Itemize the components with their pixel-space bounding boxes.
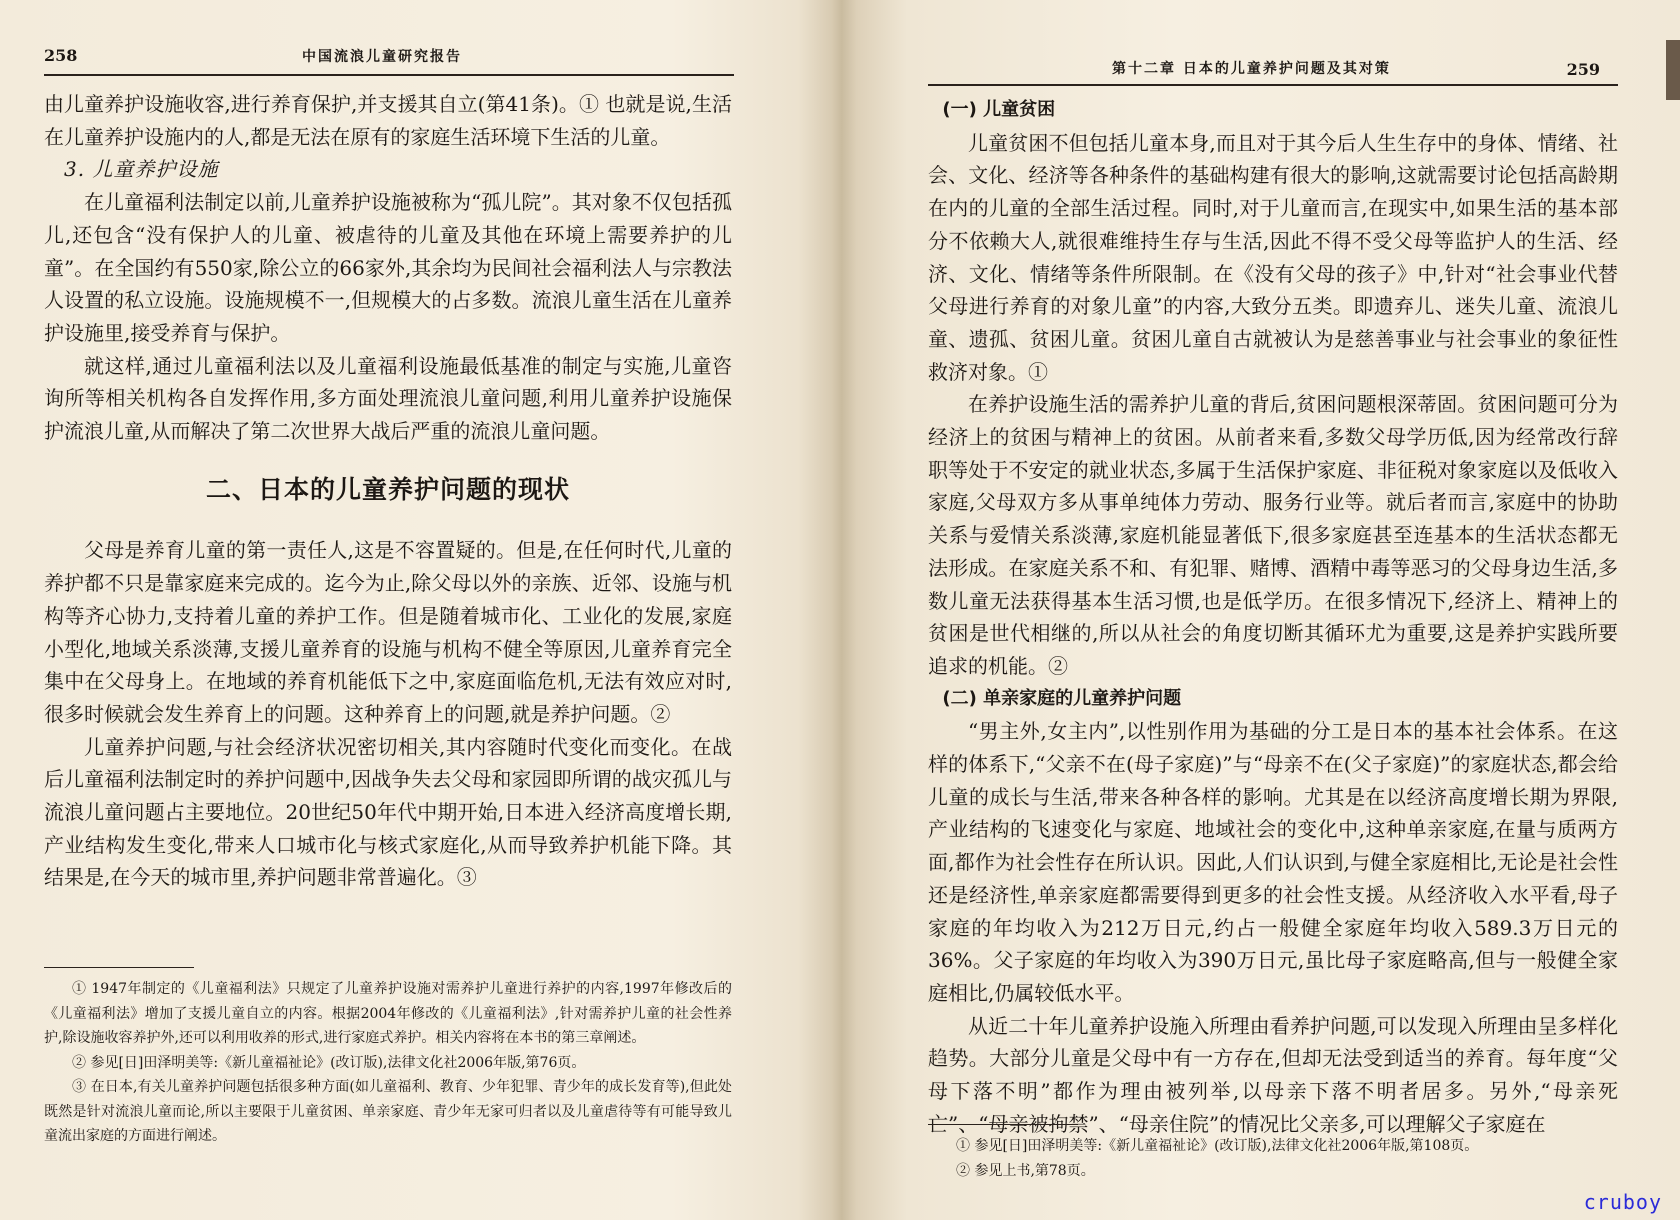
footnote: ① 1947年制定的《儿童福利法》只规定了儿童养护设施对需养护儿童进行养护的内容,1997年修改后的《儿童福利法》增加了支援儿童自立的内容。根据2004年修改的《儿童福利法》,针对需养护儿童的社会性养护,除设施收容养护外,还可以利用收养的形式,进行家庭式养护。相关内容将在本书的第三章阐述。 xyxy=(44,981,732,1046)
left-page-number: 258 xyxy=(44,46,78,65)
right-page-number: 259 xyxy=(1566,60,1600,79)
left-running-title: 中国流浪儿童研究报告 xyxy=(302,49,462,65)
paragraph: 在儿童福利法制定以前,儿童养护设施被称为“孤儿院”。其对象不仅包括孤儿,还包含“没有保护人的儿童、被虐待的儿童及其他在环境上需要养护的儿童”。在全国约有550家,除公立的66家外,其余均为民间社会福利法人与宗教法人设置的私立设施。设施规模不一,但规模大的占多数。流浪儿童生活在儿童养护设施里,接受养育与保护。 xyxy=(44,190,732,345)
right-running-title: 第十二章 日本的儿童养护问题及其对策 xyxy=(1112,61,1391,77)
left-body-text xyxy=(44,88,732,894)
paragraph: 父母是养育儿童的第一责任人,这是不容置疑的。但是,在任何时代,儿童的养护都不只是靠家庭来完成的。迄今为止,除父母以外的亲族、近邻、设施与机构等齐心协力,支持着儿童的养护工作。但是随着城市化、工业化的发展,家庭小型化,地域关系淡薄,支援儿童养育的设施与机构不健全等原因,儿童养育完全集中在父母身上。在地域的养育机能低下之中,家庭面临危机,无法有效应对时,很多时候就会发生养育上的问题。这种养育上的问题,就是养护问题。② xyxy=(44,538,732,726)
paragraph: “男主外,女主内”,以性别作用为基础的分工是日本的基本社会体系。在这样的体系下,“父亲不在(母子家庭)”与“母亲不在(父子家庭)”的家庭状态,都会给儿童的成长与生活,带来各种各样的影响。尤其是在以经济高度增长期为界限,产业结构的飞速变化与家庭、地域社会的变化中,这种单亲家庭,在量与质两方面,都作为社会性存在所认识。因此,人们认识到,与健全家庭相比,无论是社会性还是经济性,单亲家庭都需要得到更多的社会性支援。从经济收入水平看,母子家庭的年均收入为212万日元,约占一般健全家庭年均收入589.3万日元的36%。父子家庭的年均收入为390万日元,虽比母子家庭略高,但与一般健全家庭相比,仍属较低水平。 xyxy=(928,719,1618,1005)
paragraph: 由儿童养护设施收容,进行养育保护,并支援其自立(第41条)。① 也就是说,生活在儿童养护设施内的人,都是无法在原有的家庭生活环境下生活的儿童。 xyxy=(44,92,732,149)
left-footnotes xyxy=(44,977,732,1149)
subsection-heading: (二) 单亲家庭的儿童养护问题 xyxy=(942,687,1182,709)
right-page xyxy=(840,0,1680,1220)
footnote: ② 参见[日]田泽明美等:《新儿童福祉论》(改订版),法律文化社2006年版,第76页。 xyxy=(72,1054,586,1071)
footnote: ③ 在日本,有关儿童养护问题包括很多种方面(如儿童福利、教育、少年犯罪、青少年的成长发育等),但此处既然是针对流浪儿童而论,所以主要限于儿童贫困、单亲家庭、青少年无家可归者以及儿童虐待等有可能导致儿童流出家庭的方面进行阐述。 xyxy=(44,1079,732,1144)
left-footnote-rule xyxy=(44,967,194,968)
paragraph: 在养护设施生活的需养护儿童的背后,贫困问题根深蒂固。贫困问题可分为经济上的贫困与精神上的贫困。从前者来看,多数父母学历低,因为经常改行辞职等处于不安定的就业状态,多属于生活保护家庭、非征税对象家庭以及低收入家庭,父母双方多从事单纯体力劳动、服务行业等。就后者而言,家庭中的协助关系与爱情关系淡薄,家庭机能显著低下,很多家庭甚至连基本的生活状态都无法形成。在家庭关系不和、有犯罪、赌博、酒精中毒等恶习的父母身边生活,多数儿童无法获得基本生活习惯,也是低学历。在很多情况下,经济上、精神上的贫困是世代相继的,所以从社会的角度切断其循环尤为重要,这是养护实践所要追求的机能。② xyxy=(928,392,1618,678)
footnote: ② 参见上书,第78页。 xyxy=(956,1162,1095,1179)
subsection-heading: 3. 儿童养护设施 xyxy=(64,157,219,182)
right-footnotes xyxy=(928,1134,1618,1183)
page-edge-tab xyxy=(1666,40,1680,100)
paragraph: 儿童养护问题,与社会经济状况密切相关,其内容随时代变化而变化。在战后儿童福利法制定时的养护问题中,因战争失去父母和家园即所谓的战灾孤儿与流浪儿童问题占主要地位。20世纪50年代中期开始,日本进入经济高度增长期,产业结构发生变化,带来人口城市化与核式家庭化,从而导致养护机能下降。其结果是,在今天的城市里,养护问题非常普遍化。③ xyxy=(44,734,732,890)
right-body-text xyxy=(928,94,1618,1141)
right-running-head xyxy=(928,50,1618,86)
footnote: ① 参见[日]田泽明美等:《新儿童福祉论》(改订版),法律文化社2006年版,第108页。 xyxy=(956,1138,1479,1154)
paragraph: 从近二十年儿童养护设施入所理由看养护问题,可以发现入所理由呈多样化趋势。大部分儿童是父母中有一方存在,但却无法受到适当的养育。每年度“父母下落不明”都作为理由被列举,以母亲下落不明者居多。另外,“母亲死亡”、“母亲被拘禁”、“母亲住院”的情况比父亲多,可以理解父子家庭在 xyxy=(928,1013,1618,1136)
section-heading: 二、日本的儿童养护问题的现状 xyxy=(205,474,570,504)
paragraph: 儿童贫困不但包括儿童本身,而且对于其今后人生生存中的身体、情绪、社会、文化、经济等各种条件的基础构建有很大的影响,这就需要讨论包括高龄期在内的儿童的全部生活过程。同时,对于儿童而言,在现实中,如果生活的基本部分不依赖大人,就很难维持生存与生活,因此不得不受父母等监护人的生活、经济、文化、情绪等条件所限制。在《没有父母的孩子》中,针对“社会事业代替父母进行养育的对象儿童”的内容,大致分五类。即遗弃儿、迷失儿童、流浪儿童、遗孤、贫困儿童。贫困儿童自古就被认为是慈善事业与社会事业的象征性救济对象。① xyxy=(928,130,1618,384)
right-footnote-rule xyxy=(928,1124,1078,1125)
watermark: cruboy xyxy=(1583,1190,1662,1214)
left-running-head xyxy=(44,40,734,76)
left-page xyxy=(0,0,830,1220)
paragraph: 就这样,通过儿童福利法以及儿童福利设施最低基准的制定与实施,儿童咨询所等相关机构各自发挥作用,多方面处理流浪儿童问题,利用儿童养护设施保护流浪儿童,从而解决了第二次世界大战后严重的流浪儿童问题。 xyxy=(44,353,732,444)
subsection-heading: (一) 儿童贫困 xyxy=(942,99,1056,120)
